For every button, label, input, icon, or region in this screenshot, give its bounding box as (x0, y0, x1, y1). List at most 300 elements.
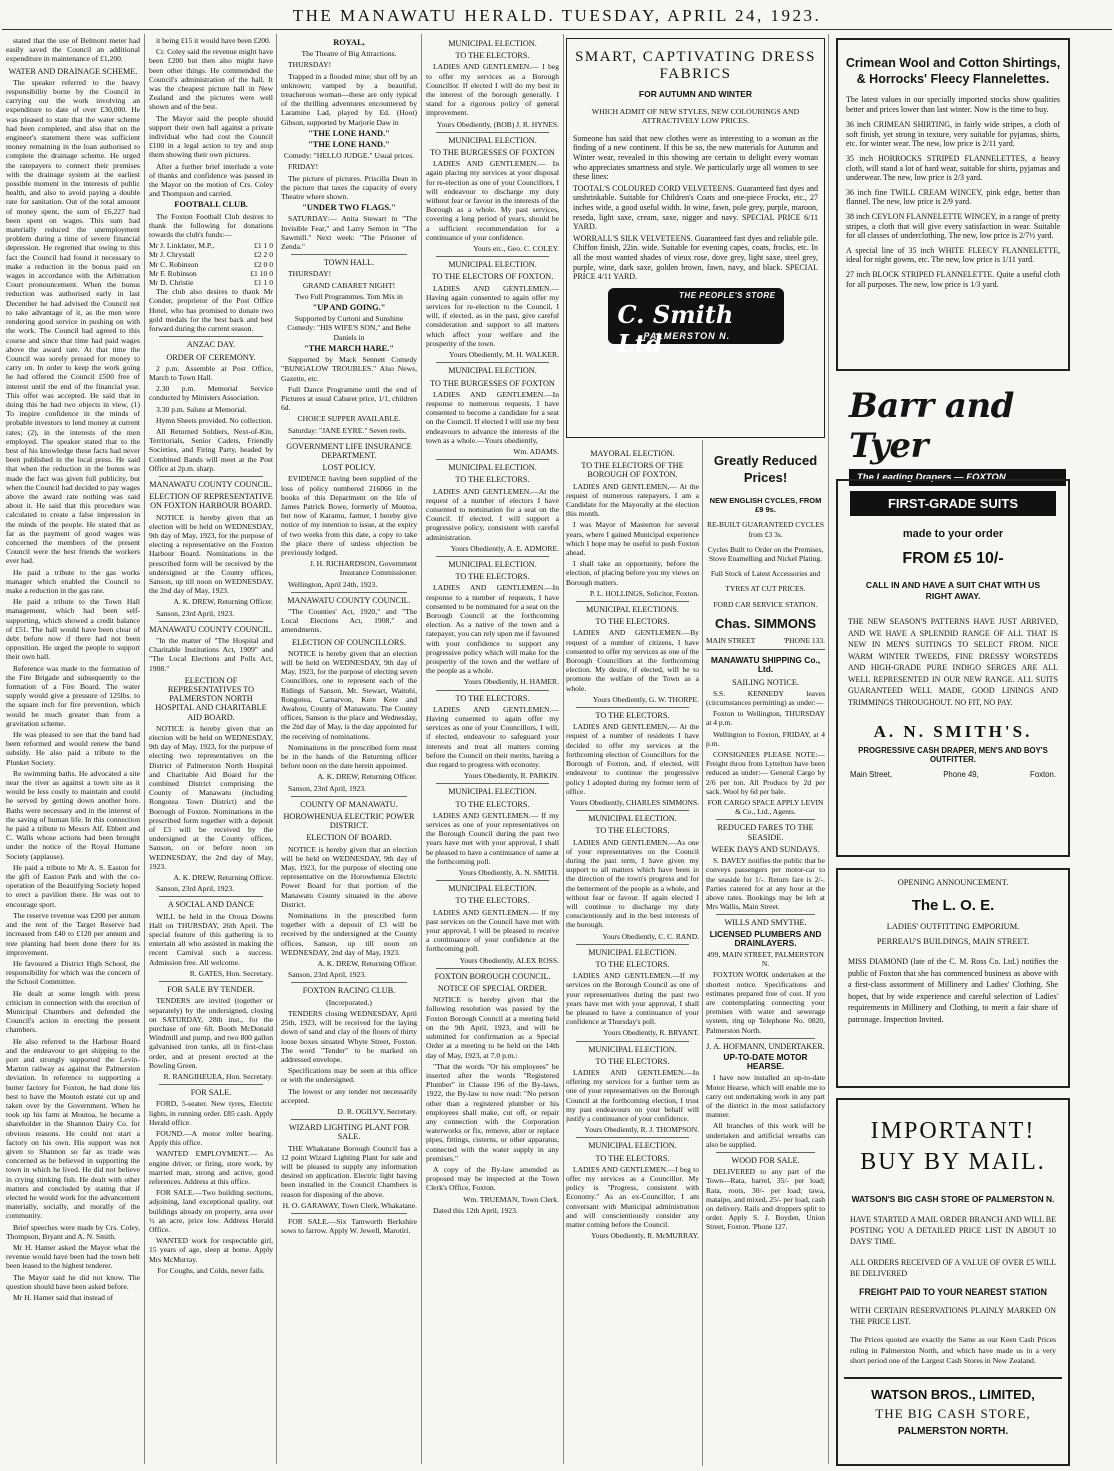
signature: A. K. DREW, Returning Officer. (317, 772, 417, 782)
section-heading: HOROWHENUA ELECTRIC POWER DISTRICT. (283, 812, 415, 831)
signature: Yours Obediently, R. BRYANT. (603, 1028, 699, 1038)
film-title: "UP AND GOING." (312, 303, 386, 313)
section-heading: WOOD FOR SALE. (731, 1155, 800, 1165)
section-heading: WIZARD LIGHTING PLANT FOR SALE. (288, 1123, 410, 1142)
divider (436, 459, 549, 460)
signature: Wm. ADAMS. (513, 446, 559, 456)
section-heading: ELECTION OF REPRESENTATIVE ON FOXTON HARBOUR BOARD. (149, 492, 273, 511)
small-ads-column (706, 446, 825, 1466)
article-paragraph: Mr H. Hamer said that instead of (13, 1293, 114, 1303)
section-heading: WILLS AND SMYTHE. (724, 918, 807, 928)
section-heading: MUNICIPAL ELECTION. (448, 135, 537, 145)
article-paragraph: Full Dance Programme until the end of Pictures at usual Cabaret price, 1/1, children 6d. (281, 384, 417, 413)
section-heading: MUNICIPAL ELECTION. (448, 787, 537, 797)
dateline: Sanson, 23rd April, 1923. (156, 884, 235, 894)
notice-paragraph: All branches of this work will be undertaken and artificial wreaths can also be supplied. (706, 1121, 825, 1149)
section-heading: COUNTY OF MANAWATU. (300, 799, 398, 809)
divider (716, 914, 815, 915)
divider (716, 1038, 815, 1039)
signature: R. GATES, Hon. Secretary. (189, 968, 273, 978)
section-heading: MUNICIPAL ELECTION. (448, 463, 537, 473)
notice-paragraph: Foxton to Wellington, THURSDAY at 4 p.m. (706, 709, 825, 728)
section-heading: MUNICIPAL ELECTION. (448, 559, 537, 569)
article-paragraph: it being £15 it would have been £200. (156, 36, 271, 45)
barr-and-tyer-logo (843, 386, 1066, 483)
notice-paragraph: "That the words "Or his employees" be inserted after the words "Registered Plumber" in Clause 196 of the By-laws, 1922, the By-law to now read: "No person other than a registered plumber or his employees shall make, cut off, or repair any connection with the Corporation waterworks or fix, remove, alter or replace pipes, fittings, cisterns, or other apparatus, connected with the water supply in any premises." (426, 1061, 559, 1163)
classified-ad: For Coughs, and Colds, never fails. (157, 1265, 265, 1275)
advert-item: 36 inch fine TWILL CREAM WINCEY, pink edge, better than flannel. The new, low price is 2/9 yard. (846, 187, 1060, 207)
advert-brand: PALMERSTON NORTH. (897, 1425, 1009, 1437)
crimean-flannelette-advert (836, 38, 1070, 371)
notice-paragraph: DELIVERED to any part of the Town—Rata, barrel, 35/- per load; Rata, roots, 30/- per load; tawa, mataipo, and mixed, 25/- per load, cash on delivery. Rails and droppers split to order. Apply S. J. Boyden, Union Street, Foxton. 'Phone 127. (706, 1167, 825, 1232)
article-paragraph: 2 p.m. Assemble at Post Office, March to Town Hall. (149, 363, 273, 382)
divider (159, 476, 263, 477)
theatre-subheading: The Theatre of Big Attractions. (301, 49, 397, 59)
article-paragraph: Supported by Mack Sennett Comedy "BUNGALOW TROUBLES." Also News, Gazette, etc. (281, 355, 417, 383)
section-heading: REDUCED FARES TO THE SEASIDE. (717, 823, 814, 842)
section-heading: FOXTON BOROUGH COUNCIL. (434, 971, 551, 981)
section-heading: ELECTION OF BOARD. (306, 833, 392, 843)
advert-body: The latest values in our specially imported stocks show qualities better and prices lower than last winter. Now is the time to buy. (846, 95, 1060, 114)
divider (576, 707, 689, 708)
section-heading: TO THE BURGESSES OF FOXTON (430, 378, 555, 388)
advert-address: Main Street, Phone 49, Foxton. (850, 770, 1056, 779)
signature: Yours Obediently, H. HAMER. (463, 677, 559, 687)
advert-subheadline: LADIES' OUTFITTING EMPORIUM. (886, 922, 1020, 931)
article-paragraph: Brief speeches were made by Crs. Coley, Thompson, Bryant and A. N. Smith. (6, 1222, 140, 1241)
divider (576, 1137, 689, 1138)
article-paragraph: He was pleased to see that the band had been reformed and would renew the band subsidy. He also paid a tribute to the Plunket Society. (6, 730, 140, 767)
column-divider (563, 34, 564, 1464)
divider (159, 981, 263, 982)
section-heading: NOTICE OF SPECIAL ORDER. (437, 984, 548, 994)
election-notice: LADIES AND GENTLEMEN.—By request of a number of citizens, I have consented to offer my services as one of the Borough Councillors at the forthcoming election. My desire, if elected, will be to promote the welfare of the Town as a whole. (566, 628, 699, 693)
election-notice: I was Mayor of Masterton for several years, where I gained Municipal experience which I hope may be useful to push Foxton ahead. (566, 520, 699, 558)
notice-paragraph: TENDERS are invited (together or separately) by the undersigned, closing on SATURDAY, 28th inst., for the purchase of one 6ft. Booth McDonald Windmill and pump, and two 800 gallon galvanised iron tanks, all in first-class order, and at present erected at the Bowling Green. (149, 996, 273, 1070)
article-paragraph: stated that the use of Belmont meter had easily saved the Council an additional expenditure in maintenance of £1,200. (6, 36, 140, 64)
c-smith-logo (608, 288, 784, 358)
section-heading: TO THE ELECTORS. (455, 572, 530, 582)
notice-paragraph: A copy of the By-law amended as proposed may be inspected at the Town Clerk's Office, Foxton. (426, 1164, 559, 1193)
section-heading: TO THE ELECTORS OF FOXTON. (431, 272, 554, 282)
election-notice: LADIES AND GENTLEMEN.— In again placing my services at your disposal for re-election as one of your Councillors, I will endeavour to discharge my duty without fear or favour in the interests of the Borough as a whole. My past services, covering a long period of years, should be a sufficient recommendation for a continuance of your confidence. (426, 159, 559, 242)
donation-row: Mr J. Linklater, M.P., £1 1 0 (149, 241, 273, 251)
election-notice: LADIES AND GENTLEMEN,— At the request of numerous ratepayers, I am a Candidate for the Mayoralty at the election this month. (566, 481, 699, 519)
signature: Yours Obediently, R. McMURRAY. (591, 1231, 699, 1241)
election-notices-column (566, 446, 699, 1466)
article-paragraph: He paid a tribute to the Town Hall management, which had been self-supporting, which showed a credit balance of £51. The hall would have been clear of debt before now if there had not been opposition. He urged the people to support their own hall. (6, 597, 140, 662)
notice-paragraph: The lowest or any tender not necessarily accepted. (281, 1086, 417, 1105)
advert-item: 35 inch HORROCKS STRIPED FLANNELETTES, a heavy cloth, will stand a lot of hard wear, suitable for shirts, pyjamas and underwear. The new, low price is 2/3 yard. (846, 153, 1060, 183)
section-heading: MUNICIPAL ELECTION. (588, 814, 677, 824)
advert-body: The Prices quoted are exactly the Same as our Keen Cash Prices ruling in Palmerston North, and which have made us in a very short period one of the Largest Cash Stores in New Zealand. (850, 1335, 1056, 1365)
advert-brand: Chas. SIMMONS (714, 615, 817, 631)
signature: Wm. TRUEMAN, Town Clerk. (463, 1194, 559, 1204)
article-column-4 (426, 36, 559, 1466)
section-heading: SAILING NOTICE. (732, 677, 799, 687)
divider (576, 1041, 689, 1042)
signature: P. L. HOLLINGS, Solicitor, Foxton. (589, 588, 699, 598)
signature: Yours Obediently, (BOB) J. R. HYNES. (436, 119, 559, 129)
advert-item: RE-BUILT GUARANTEED CYCLES from £3 3s. (706, 520, 825, 539)
signature: Yours etc., Geo. C. COLEY. (473, 244, 559, 254)
article-paragraph: All Returned Soldiers, Next-of-Kin, Territorials, Senior Cadets, Friendly Societies, and Firing Party, headed by Combined Bands will meet at the Post Office at 2p.m. sharp. (149, 426, 273, 473)
section-heading: ELECTION OF COUNCILLORS. (292, 637, 406, 647)
article-paragraph: GRAND CABARET NIGHT! (302, 280, 396, 290)
article-paragraph: The Mayor said the people should support their own hall against a private individual who had cost the Council £100 in a legal action to try and stop them showing their own pictures. (149, 113, 273, 160)
article-paragraph: Hymn Sheets provided. No collection. (156, 415, 273, 425)
article-paragraph: He paid a tribute to Mr A. S. Easton for the gift of Easton Park and with the co-operation of the Beautifying Society hoped to erect a pavilion there. He was out to encourage sport. (6, 862, 140, 909)
article-paragraph: The Foxton Football Club desires to thank the following for donations towards the club's funds:— (149, 211, 273, 240)
advert-subheadline: WATSON'S BIG CASH STORE OF PALMERSTON N. (851, 1194, 1055, 1204)
column-divider (144, 34, 145, 1464)
signature: Yours Obediently, A. N. SMITH. (458, 868, 559, 878)
signature: A. K. DREW, Returning Officer. (173, 873, 273, 883)
film-title: "UNDER TWO FLAGS." (302, 203, 396, 213)
notice-paragraph: S.S. KENNEDY leaves (circumstances permitting) as under:— (706, 688, 825, 708)
logo-name: C. Smith Ltd (617, 299, 734, 358)
advert-body: WITH CERTAIN RESERVATIONS PLAINLY MARKED ON THE PRICE LIST. (850, 1306, 1056, 1326)
section-heading: GOVERNMENT LIFE INSURANCE DEPARTMENT. (286, 441, 412, 460)
section-heading: ORDER OF CEREMONY. (166, 352, 256, 362)
article-paragraph: Mr H. Hamer asked the Mayor what the revenue would have been had the town belt been leased to the highest tenderer. (6, 1243, 140, 1271)
section-heading: MUNICIPAL ELECTION. (588, 1141, 677, 1151)
advert-brand: WATSON BROS., LIMITED, (871, 1386, 1035, 1402)
dateline: Sanson, 23rd April, 1923. (288, 970, 367, 980)
election-notice: LADIES AND GENTLEMEN.—If my services on the Borough Council as one of your representatives during the past two years have met with your approval, I shall be pleased to have a continuance of your confidence at Thursday's poll. (566, 971, 699, 1027)
notice-paragraph: FOR CARGO SPACE APPLY LEVIN & Co., Ltd., Agents. (707, 798, 824, 817)
advert-item: TOOTAL'S COLOURED CORD VELVETEENS. Guaranteed fast dyes and unshrinkable. Suitable for Children's Coats and one-piece Frocks, etc., 27 inches wide, a good useful width. In wine, fawn, pole grey, purple, maroon, reseda, light saxe, cream, saxe, nigger and navy. SPECIAL PRICE 6/11 YARD. (573, 183, 818, 232)
divider (436, 690, 549, 691)
advert-headline: FIRST-GRADE SUITS (850, 491, 1056, 516)
article-paragraph: The club also desires to thank Mr Conder, proprietor of the Post Office Hotel, who has promised to donate two gold medals for the best back and best forward during the current season. (149, 287, 273, 334)
section-heading: A SOCIAL AND DANCE (167, 900, 255, 910)
advert-subheadline: made to your order (902, 528, 1004, 540)
article-column-2 (149, 36, 273, 1466)
article-paragraph: After a further brief interlude a vote of thanks and confidence was passed in the Mayor on the motion of Crs. Coley and Thompson and carried. (149, 161, 273, 199)
donation-row: Mr J. Chrystall £2 2 0 (149, 250, 273, 260)
notice-paragraph: NOTICE is hereby given that the following resolution was passed by the Foxton Borough Council at a meeting held on the 9th April, 1923, and will be submitted for confirmation as a Special Order at a meeting to be held on the 14th day of May, 1923, at 7.0 p.m.: (426, 995, 559, 1060)
notice-paragraph: NOTICE is hereby given that an election will be held on WEDNESDAY, 9th day of May, 1923, for the purpose of electing a representative on the Foxton Harbour Board. Nominations in the prescribed form will be received by the undersigned at the County offices, Sanson, up till noon on WEDNESDAY, the 2nd day of May, 1923. (149, 512, 273, 596)
advert-body: THE NEW SEASON'S PATTERNS HAVE JUST ARRIVED, AND WE HAVE A SPLENDID RANGE OF ALL THAT IS NEW IN MEN'S SUITINGS TO SELECT FROM. NICE WARM WINTER TWEEDS, FINE DRESSY WORSTEDS AND HIGH-GRADE PURE INDIGO SERGES ARE ALL WELL REPRESENTED IN OUR NEW RANGE. ALL SUITS GUARANTEED WELL MADE, GOOD LININGS AND TRIMMINGS THROUGHOUT. NO FIT, NO PAY. (848, 617, 1058, 707)
classified-ad: FORD, 5-seater. New tyres, Electric lights, in running order. £85 cash. Apply Herald office. (149, 1099, 273, 1127)
donation-row: Mr F. Robinson £1 10 0 (149, 268, 273, 278)
notice-paragraph: I have now installed an up-to-date Motor Hearse, which will enable me to carry out undertaking work in any part of the district in the most satisfactory manner. (706, 1073, 825, 1120)
advert-item: FORD CAR SERVICE STATION. (713, 599, 818, 609)
section-heading: TO THE ELECTORS. (455, 51, 530, 61)
signature: H. O. GARAWAY, Town Clerk, Whakatane. (282, 1200, 417, 1210)
day-label: THURSDAY! (288, 60, 332, 70)
advert-item: 27 inch BLOCK STRIPED FLANNELETTE. Quite a useful cloth for all purposes. The new, low price is 1/3 yard. (846, 269, 1060, 289)
section-heading: TO THE ELECTORS. (595, 826, 670, 836)
article-column-1 (6, 36, 140, 1466)
divider (436, 256, 549, 257)
section-heading: UP-TO-DATE MOTOR HEARSE. (723, 1051, 808, 1072)
article-paragraph: Re swimming baths. He advocated a site near the river as against a town site as it would be less costly to maintain and could be served by getting down another bore. Baths were necessary and in the interest of the saving of human life. In this connection he paid a tribute to Messrs Alf. Ebbett and C. Walls whose actions had been brought under the notice of the Royal Humane Society (applause). (6, 768, 140, 861)
signature: Yours Obediently, R. J. THOMPSON. (584, 1125, 699, 1135)
day-label: FRIDAY! (288, 162, 319, 172)
divider (159, 896, 263, 897)
divider (716, 819, 815, 820)
notice-paragraph: "In the matter of "The Hospital and Charitable Institutions Act, 1909" and "The Local Elections and Polls Act, 1908." (149, 635, 273, 673)
advert-brand-tagline: PROGRESSIVE CASH DRAPER, MEN'S AND BOY'S OUTFITTER. (858, 746, 1048, 764)
section-heading: TO THE ELECTORS. (455, 896, 530, 906)
loe-advert (836, 868, 1070, 1088)
divider (291, 796, 407, 797)
divider (436, 362, 549, 363)
signature: A. K. DREW, Returning Officer. (317, 959, 417, 969)
notice-paragraph: Wellington to Foxton, FRIDAY, at 4 p.m. (706, 729, 825, 748)
dateline: Sanson, 23rd April, 1923. (156, 608, 235, 618)
divider (291, 254, 407, 255)
dateline: Wellington, April 24th, 1923. (288, 579, 378, 589)
article-paragraph: The picture of pictures. Priscilla Dean in the picture that taxes the capacity of every Theatre where shown. (281, 173, 417, 202)
buy-by-mail-advert (836, 1098, 1070, 1466)
section-heading: TO THE ELECTORS. (595, 959, 670, 969)
section-heading: MANAWATU SHIPPING Co., Ltd. (710, 655, 821, 675)
notice-paragraph: NOTICE is hereby given that an election will be held on WEDNESDAY, 9th day of May, 1923, for the purpose of electing two representatives on the District of Palmerston North Hospital and Charitable Aid Board for the combined District comprising the County of Manawatu (including Rongotea Town District) and the Borough of Foxton. Nominations in the prescribed form together with a deposit of £3 will be received by the undersigned at the County offices, Sanson, on or before noon on WEDNESDAY, the 2nd day of May, 1923. (149, 723, 273, 871)
section-heading: LICENSED PLUMBERS AND DRAINLAYERS. (709, 928, 822, 948)
section-subheading: (Incorporated.) (326, 997, 372, 1007)
signature: R. RANGIHEUEA, Hon. Secretary. (163, 1071, 273, 1081)
election-notice: LADIES AND GENTLEMEN.—In response to a number of requests, I have consented to be nominated for a seat on the Borough Council at the forthcoming election. As a native of the town and a ratepayer, you can rely upon me if favoured with your confidence to support any progressive policy which will make for the prosperity of the town and the welfare of the people as a whole. (426, 583, 559, 676)
section-heading: MAYORAL ELECTION. (590, 449, 675, 458)
advert-subheadline: WHICH ADMIT OF NEW STYLES, NEW COLOURINGS AND ATTRACTIVELY LOW PRICES. (591, 107, 800, 126)
signature: Yours Obediently, C. C. RAND. (602, 931, 699, 941)
section-heading: MUNICIPAL ELECTIONS. (585, 605, 680, 615)
election-notice: LADIES AND GENTLEMEN.— Having consented to again offer my services as one of your Councillors, I will, if elected, endeavour to safeguard your interests and treat all matters coming before the Council on their merits, having a due regard to progress with economy. (426, 704, 559, 770)
advert-callout: FREIGHT PAID TO YOUR NEAREST STATION (859, 1287, 1047, 1297)
section-heading: TO THE ELECTORS OF THE BOROUGH OF FOXTON. (581, 461, 684, 480)
election-notice: LADIES AND GENTLEMEN.—In response to numerous requests, I have consented to become a candidate for a seat on the Council. If elected I will use my best endeavours to advance the interests of the town as a whole.—Yours obediently, (426, 389, 559, 445)
advert-body: ALL ORDERS RECEIVED OF A VALUE OF OVER £5 WILL BE DELIVERED (850, 1258, 1056, 1278)
dateline: Sanson, 23rd April, 1923. (288, 783, 367, 793)
donations-list (149, 241, 273, 287)
advert-brand: A. N. SMITH'S. (873, 722, 1033, 741)
notice-paragraph: THE Whakatane Borough Council has a 12 point Wizard Lighting Plant for sale and will be pleased to supply any information desired on application. Electric light having been installed in the Council Chambers is reason for disposing of the above. (281, 1143, 417, 1199)
section-heading: MUNICIPAL ELECTION. (448, 366, 537, 376)
section-heading: TO THE ELECTORS. (595, 617, 670, 627)
section-heading: TO THE ELECTORS. (455, 693, 530, 703)
section-heading: LOST POLICY. (322, 463, 376, 473)
advert-item: Full Stock of Latest Accessories and (710, 569, 821, 579)
article-paragraph: He dealt at some length with press criticism in connection with the erection of Municipal Chambers and defended the Council's action in erecting the present chambers. (6, 988, 140, 1035)
advert-item: 36 inch CRIMEAN SHIRTING, in fairly wide stripes, a cloth of soft finish, yet strong in texture, very suitable for pyjamas, shirts, etc. for winter wear. The new, low price is 2/11 yard. (846, 120, 1060, 149)
advert-headline: SMART, CAPTIVATING DRESS FABRICS (575, 49, 816, 82)
advert-subheadline: OPENING ANNOUNCEMENT. (897, 878, 1009, 887)
article-paragraph: Two Full Programmes. Tom Mix in (295, 291, 403, 301)
divider (291, 982, 407, 983)
section-heading: FOXTON RACING CLUB. (302, 986, 396, 996)
signature: Yours Obediently, CHARLES SIMMONS. (570, 797, 699, 807)
donation-row: Mr D. Christie £1 1 0 (149, 278, 273, 288)
signature: D. R. OGILVY, Secretary. (337, 1106, 417, 1116)
article-paragraph: Trapped in a flooded mine; shut off by an unknown; vamped by a beautiful, treacherous woman—these are only typical of the thrilling adventures encountered by Laramine Lad, played by Ed. (Hoot) Gibson, supported by Marjorie Daw in (281, 71, 417, 127)
section-heading: FOR SALE BY TENDER. (167, 985, 255, 995)
logo-tagline: The Leading Drapers — FOXTON (849, 469, 1066, 486)
divider (576, 944, 689, 945)
notice-paragraph: Specifications may be seen at this office or with the undersigned. (281, 1066, 417, 1085)
advert-body: MISS DIAMOND (late of the C. M. Ross Co. Ltd.) notifies the public of Foxton that she has commenced business as above with a first-class assortment of Millinery and Ladies' Clothing. She hopes, that by wide experience and careful selection of Ladies' requirements in Millinery and Clothing, to merit a fair share of patronage. Inspection Invited. (848, 957, 1058, 1024)
election-notice: LADIES AND GENTLEMEN.— If my past services on the Council have met with your approval, I will be pleased to receive a continuance of your confidence at the forthcoming poll. (426, 907, 559, 954)
divider (291, 1213, 407, 1214)
divider (291, 438, 407, 439)
advert-item: WORRALL'S SILK VELVETEENS. Guaranteed fast dyes and reliable pile. Chiffon finish, 22in. wide. Suitable for evening capes, coats, frocks, etc. In all the most wanted shades of vieux rose, dove grey, light saxe, steel grey, purple, wine, dark saxe, golden brown, fawn, navy, and black. SPECIAL PRICE 4/11 YARD. (573, 233, 818, 282)
classified-ad: WANTED EMPLOYMENT.— As engine driver, or firing, store work, by married man, strong and active, good references. Address at this office. (149, 1149, 273, 1186)
article-paragraph: Reference was made to the formation of the Fire Brigade and subsequently to the formation of a Fire Board. The water supply would give a pressure of 125lbs. to the square inch for fire prevention, which would be much greater than from a gravitation scheme. (6, 663, 140, 728)
section-heading: WATER AND DRAINAGE SCHEME. (8, 66, 138, 76)
divider (159, 621, 263, 622)
article-paragraph: He favoured a District High School, the responsibility for which was the concern of the School Committee. (6, 958, 140, 987)
signature: Yours Obediently, M. H. WALKER. (449, 350, 559, 360)
section-heading: FOOTBALL CLUB. (174, 200, 248, 210)
divider (436, 556, 549, 557)
advert-item: 38 inch CEYLON FLANNELETTE WINCEY, in a range of pretty stripes, a cloth that will give every satisfaction in wear. Suitable for all classes of underclothing. The new, low price is 2/7½ yard. (846, 211, 1060, 241)
article-paragraph: Cr. Coley said the revenue might have been £200 but then also might have been other things. He commended the Council's administration of the hall. It was the cheapest picture hall in New Zealand and the pictures were well shown and of the best. (149, 47, 273, 112)
section-heading: WEEK DAYS AND SUNDAYS. (711, 844, 820, 854)
article-paragraph: CHOICE SUPPER AVAILABLE. (297, 414, 401, 424)
notice-paragraph: Nominations in the prescribed form must be in the hands of the Returning officer before noon on the date herein appointed. (281, 742, 417, 771)
section-heading: MUNICIPAL ELECTION. (448, 884, 537, 894)
signature: Yours Obediently, G. W. THORPE. (592, 694, 699, 704)
signature: J. H. RICHARDSON, Government Insurance Commissioner. (309, 559, 417, 578)
section-heading: FOR SALE. (190, 1088, 232, 1098)
article-paragraph: Saturday: "JANE EYRE." Seven reels. (288, 425, 406, 435)
suits-advert (836, 479, 1070, 857)
section-heading: MUNICIPAL ELECTION. (588, 1044, 677, 1054)
advert-subheadline: PERREAU'S BUILDINGS, MAIN STREET. (876, 937, 1030, 946)
article-paragraph: He paid a tribute to the gas works manager which enabled the Council to make a reduction in the gas rate. (6, 567, 140, 595)
advert-subheadline: FOR AUTUMN AND WINTER (638, 89, 753, 99)
divider (576, 601, 689, 602)
advert-headline: Greatly Reduced Prices! (713, 453, 818, 485)
section-heading: TO THE ELECTORS. (595, 1153, 670, 1163)
notice-paragraph: FOXTON WORK undertaken at the shortest notice. Specifications and estimates prepared free of cost. If you are contemplating connecting your premises with water and sewerage system, ring up Telephone No. 0820, Palmerston North. (706, 970, 825, 1035)
section-heading: MUNICIPAL ELECTION. (588, 947, 677, 957)
divider (159, 1084, 263, 1085)
section-heading: MANAWATU COUNTY COUNCIL. (287, 595, 411, 605)
masthead-rule (2, 29, 1112, 30)
notice-paragraph: S. DAVEY notifies the public that he conveys passengers per motor-car to the seaside for 1/-. Return fare is 2/-. Parties catered for at any hour at the above rates. Bookings may be left at Mrs Wallis, Main Street. (706, 856, 825, 912)
classified-ad: WANTED work for respectable girl, 15 years of age, sleep at home. Apply Mrs McMurray. (149, 1236, 273, 1264)
masthead: THE MANAWATU HERALD. TUESDAY, APRIL 24, 1923. (292, 6, 822, 25)
article-column-3 (281, 36, 417, 1466)
section-heading: MANAWATU COUNTY COUNCIL. (149, 479, 273, 489)
simmons-advert (706, 452, 825, 650)
section-heading: ELECTION OF REPRESENTATIVES TO PALMERSTON NORTH HOSPITAL AND CHARITABLE AID BOARD. (155, 675, 267, 722)
divider (291, 1119, 407, 1120)
article-paragraph: The Mayor said he did not know. The question should have been asked before. (6, 1272, 140, 1291)
dateline: Dated this 12th April, 1923. (433, 1205, 518, 1215)
section-heading: TO THE ELECTORS. (595, 1056, 670, 1066)
advert-footer (844, 1377, 1062, 1437)
election-notice: LADIES AND GENTLEMEN.— If my services as one of your representatives on the Borough Council during the past two years have met with your approval, I shall be pleased to have a continuance of same at the forthcoming poll. (426, 810, 559, 866)
divider (436, 783, 549, 784)
film-title: "THE LONE HAND." (308, 128, 390, 138)
film-title: "THE MARCH HARE." (303, 343, 395, 353)
section-heading: J. A. HOFMANN, UNDERTAKER. (706, 1041, 825, 1051)
advert-body: Someone has said that new clothes were as interesting to a woman as the finding of a new continent. If this be so, the new materials for Autumn and Winter wear, revealed in this showing are certain to delight every woman who appreciates smartness and style. We particularly urge all women to see these lines: (573, 133, 818, 182)
notice-paragraph: WILL be held in the Oroua Downs Hall on THURSDAY, 26th April. The special feature of this gathering is to entertain all who assisted in making the recent Carnival such a success. Admission free. All welcome. (149, 911, 273, 967)
divider (291, 592, 407, 593)
notice-paragraph: NOTICE is hereby given that an election will be held on WEDNESDAY, 9th day of May, 1923, for the purpose of electing seven Councillors, one to represent each of the Ridings of Sanson, Mt. Stewart, Waitohi, Rongotea, Carnarvon, Kere Kere and Awahou, County of Manawatu. The County offices, Sanson is the place and Wednesday, the 2nd day of May, is the day appointed for the receiving of nominations. (281, 648, 417, 741)
section-heading: MUNICIPAL ELECTION. (448, 39, 537, 48)
advert-item: NEW ENGLISH CYCLES, FROM £9 9s. (709, 496, 822, 515)
article-paragraph: 2.30 p.m. Memorial Service conducted by Ministers Association. (149, 384, 273, 403)
advert-headline: Crimean Wool and Cotton Shirtings, & Horrocks' Fleecy Flannelettes. (845, 56, 1061, 86)
classified-ad: FOR SALE.—Six Tamworth Berkshire sows to farrow. Apply W. Jewell, Marotiri. (281, 1216, 417, 1236)
election-notice: LADIES AND GENTLEMEN.—In offering my services for a further term as one of your representatives on the Borough Council at the forthcoming election, I trust my past endeavours on your behalf will justify a continuance of your confidence. (566, 1067, 699, 1123)
advert-address: MAIN STREET 'PHONE 133. (706, 636, 825, 646)
election-notice: LADIES AND GENTLEMEN.—At the request of a number of electors I have consented to nomination for a seat on the Council. If elected, I will support a progressive policy, consistent with careful administration. (426, 486, 559, 542)
notice-paragraph: CONSIGNEES PLEASE NOTE:— Freight throu from Lyttelton have been reduced as under:— General Cargo by 2/6 per ton. All Produce by 2d per sack. Wool by 6d per bale. (706, 750, 825, 796)
advert-item: A special line of 35 inch WHITE FLEECY FLANNELETTE, ideal for night gowns, etc. The new, low price is 1/11 yard. (846, 245, 1060, 265)
election-notice: LADIES AND GENTLEMEN.—As one of your representatives on the Council during the past term, I have given my support to all matters which have been in the direction of the town's progress and for the betterment of the people as a whole, and without fear or favour. If again elected I will continue to discharge my duty conscientiously and in the best interests of the borough. (566, 837, 699, 930)
logo-city: PALMERSTON N. (643, 330, 731, 341)
classified-ad: FOUND.—A motor roller bearing. Apply this office. (149, 1128, 273, 1148)
section-heading: TO THE BURGESSES OF FOXTON (430, 148, 555, 158)
notice-paragraph: Nominations in the prescribed form together with a deposit of £3 will be received by the undersigned at the County offices, Sanson, up till noon on WEDNESDAY, 2nd day of May, 1923. (281, 911, 417, 957)
advert-brand: THE BIG CASH STORE, (875, 1405, 1031, 1421)
section-heading: ANZAC DAY. (186, 340, 236, 350)
election-notice: LADIES AND GENTLEMEN.— Having again consented to again offer my services for re-election to the Council, I will, if elected, as in the past, give careful consideration and support to all matters which affect your welfare and the prosperity of the town. (426, 283, 559, 348)
advert-headline: BUY BY MAIL. (860, 1149, 1046, 1175)
article-paragraph: 3.30 p.m. Salute at Memorial. (156, 404, 247, 414)
notice-paragraph: NOTICE is hereby given that an election will be held on WEDNESDAY, 9th day of May, 1923, for the purpose of electing one representative on the Horowhenua Electric Power Board for that portion of the Manawatu County situated in the above District. (281, 844, 417, 909)
day-label: THURSDAY! (288, 269, 332, 279)
advert-headline: The L. O. E. (911, 897, 995, 914)
section-heading: MUNICIPAL ELECTION. (448, 260, 537, 270)
notice-paragraph: 499, MAIN STREET, PALMERSTON N. (707, 949, 824, 969)
election-notice: LADIES AND GENTLEMEN.— I beg to offer my services as a Borough Councillor. If elected I will do my best in the interest of the borough generally. I stand for a rigorous policy of general improvement. (426, 62, 559, 118)
article-paragraph: He also referred to the Harbour Board and the endeavour to get shipping to the port and strongly supported the Levin-Marton railway as against the Palmerston deviation. In reference to supporting a butter factory for Foxton, he had done his best to have the Moutoh estate cut up and taken over by the Government. When he took up his farm at Moutoa, he became a shareholder in the Shannon Dairy Co. for obvious reasons. He could not start a factory on his own. His support was not given to Shannon so far as trade was concerned as he believed in supporting the town in which he lived. He did not believe in crying stinking fish. He dealt with other matters and concluded by stating that if elected he would work for the advancement materially, socially, and morally of the community. (6, 1036, 140, 1221)
section-heading: TO THE ELECTORS. (455, 475, 530, 485)
section-heading: TO THE ELECTORS. (455, 799, 530, 809)
section-heading: TOWN HALL. (323, 258, 375, 268)
column-divider (828, 34, 829, 1464)
advert-price: FROM £5 10/- (902, 550, 1004, 567)
column-divider (276, 34, 277, 1464)
section-heading: TO THE ELECTORS. (595, 711, 670, 721)
section-heading: MANAWATU COUNTY COUNCIL. (149, 624, 273, 634)
signature: Yours Obediently, ALEX ROSS. (459, 955, 559, 965)
divider (436, 880, 549, 881)
advert-callout: CALL IN AND HAVE A SUIT CHAT WITH US RIGHT AWAY. (865, 580, 1041, 601)
article-paragraph: Supported by Curtoni and Sunshine Comedy: "HIS WIFE'S SON," and Bebe Daniels in (287, 314, 411, 342)
logo-name: Barr and Tyer (849, 386, 1014, 466)
article-paragraph: Comedy: "HELLO JUDGE." Usual prices. (283, 151, 415, 161)
divider (436, 968, 549, 969)
donation-row: Mr C. Robinson £2 0 0 (149, 259, 273, 269)
dress-fabrics-advert (566, 38, 825, 438)
logo-tagline: THE PEOPLE'S STORE (678, 290, 776, 300)
election-notice: I shall take an opportunity, before the election, of placing before you my views on Borough matters. (566, 559, 699, 587)
article-paragraph: The reserve revenue was £200 per annum and the rent of the Target Reserve had increased from £40 to £120 per annum and tree planting had been done there for its improvement. (6, 910, 140, 957)
notice-paragraph: TENDERS closing WEDNESDAY, April 25th, 1923, will be received for the laying down of sand and clay of the floors of thirty loose boxes situated Whyte Street, Foxton. The word "Tender" to be marked on addressed envelope. (281, 1008, 417, 1064)
divider (716, 1152, 815, 1153)
divider (159, 336, 263, 337)
signature: Yours Obediently, A. E. ADMORE. (450, 543, 559, 553)
advert-headline: IMPORTANT! (870, 1118, 1036, 1144)
notice-paragraph: EVIDENCE having been supplied of the loss of policy numbered 216066 in the books of this Department on the life of James Patrick Bowe, formerly of Moutoa, but now of Karamu, farmer, I hereby give notice of my intention to issue, at the expiry of two weeks from this date, a copy to take the place there of unless objection be previously lodged. (281, 474, 417, 557)
advert-body: HAVE STARTED A MAIL ORDER BRANCH AND WILL BE POSTING YOU A DETAILED PRICE LIST IN ABOUT 10 DAYS' TIME. (850, 1215, 1056, 1246)
film-title: "THE LONE HAND." (308, 140, 390, 150)
theatre-heading: ROYAL, (333, 38, 365, 47)
advert-item: Cycles Built to Order on the Premises, Stove Enamelling and Nickel Plating. (707, 544, 824, 564)
advert-item: TYRES AT CUT PRICES. (725, 584, 806, 594)
election-notice: LADIES AND GENTLEMEN.—I beg to offer my services as a Councillor. My policy is "Progress, consistent with Economy." As an ex-Councillor, I am conversant with Municipal administration and will conscientiously consider any matter coming before the Council. (566, 1164, 699, 1230)
divider (436, 132, 549, 133)
